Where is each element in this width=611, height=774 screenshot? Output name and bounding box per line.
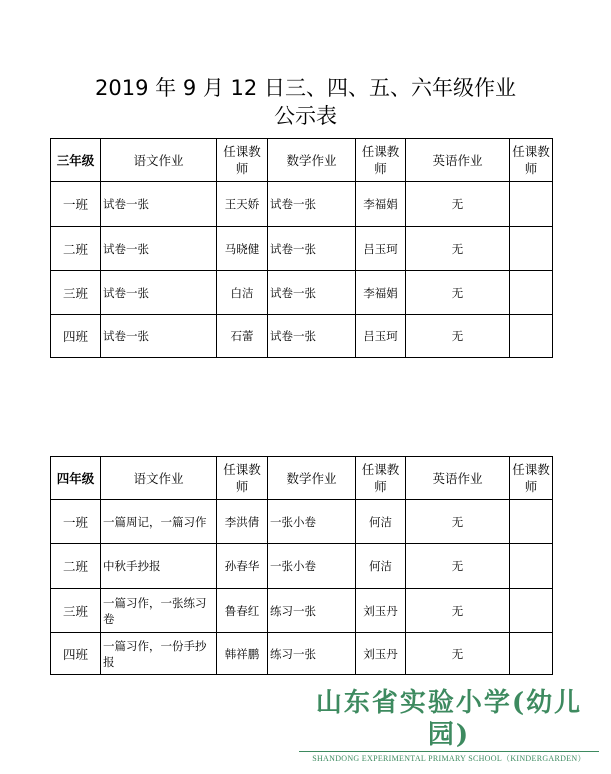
class-name-cell: 四班 [51,633,101,675]
page-title [0,74,611,130]
math-teacher-cell: 李福娟 [356,271,406,315]
chinese-teacher-cell: 石蕾 [217,315,268,358]
table-row [51,500,553,544]
chinese-homework-cell: 一篇习作，一张练习卷 [101,589,217,633]
math-teacher-cell: 吕玉珂 [356,227,406,271]
chinese-teacher-cell: 马晓健 [217,227,268,271]
math-homework-cell: 练习一张 [268,589,356,633]
chinese-teacher-cell: 孙春华 [217,544,268,589]
english-homework-cell: 无 [406,271,510,315]
header-math: 数学作业 [268,457,356,500]
header-teacher: 任课教师 [510,139,553,182]
english-teacher-cell [510,544,553,589]
class-name-cell: 一班 [51,182,101,227]
english-homework-cell: 无 [406,227,510,271]
class-name-cell: 三班 [51,589,101,633]
chinese-homework-cell: 一篇习作，一份手抄报 [101,633,217,675]
math-homework-cell: 试卷一张 [268,182,356,227]
math-teacher-cell: 刘玉丹 [356,589,406,633]
chinese-homework-cell: 试卷一张 [101,271,217,315]
table-row [51,271,553,315]
chinese-teacher-cell: 王天娇 [217,182,268,227]
english-teacher-cell [510,633,553,675]
table-header-row [51,139,553,182]
math-homework-cell: 试卷一张 [268,271,356,315]
english-teacher-cell [510,589,553,633]
math-homework-cell: 练习一张 [268,633,356,675]
grade-label: 三年级 [51,139,101,182]
school-logo [299,687,599,764]
table-row [51,633,553,675]
header-teacher: 任课教师 [356,457,406,500]
logo-english-name: SHANDONG EXPERIMENTAL PRIMARY SCHOOL（KINDERGARDEN） [299,751,599,764]
chinese-teacher-cell: 韩祥鹏 [217,633,268,675]
english-teacher-cell [510,271,553,315]
table-header-row [51,457,553,500]
header-chinese: 语文作业 [101,139,217,182]
logo-chinese-name: 山东省实验小学(幼儿园) [315,688,583,750]
math-homework-cell: 试卷一张 [268,227,356,271]
english-homework-cell: 无 [406,589,510,633]
grade-label: 四年级 [51,457,101,500]
chinese-homework-cell: 中秋手抄报 [101,544,217,589]
english-teacher-cell [510,227,553,271]
english-homework-cell: 无 [406,182,510,227]
chinese-homework-cell: 试卷一张 [101,227,217,271]
chinese-teacher-cell: 鲁春红 [217,589,268,633]
math-homework-cell: 一张小卷 [268,500,356,544]
grade-4-homework-table [50,456,553,675]
table-row [51,227,553,271]
chinese-teacher-cell: 李洪倩 [217,500,268,544]
table-row [51,315,553,358]
class-name-cell: 一班 [51,500,101,544]
english-homework-cell: 无 [406,500,510,544]
header-teacher: 任课教师 [217,457,268,500]
header-english: 英语作业 [406,457,510,500]
table-row [51,544,553,589]
header-teacher: 任课教师 [356,139,406,182]
title-line-1: 2019 年 9 月 12 日三、四、五、六年级作业 [95,76,516,100]
chinese-teacher-cell: 白洁 [217,271,268,315]
english-teacher-cell [510,315,553,358]
header-teacher: 任课教师 [217,139,268,182]
table-row [51,589,553,633]
math-teacher-cell: 吕玉珂 [356,315,406,358]
header-math: 数学作业 [268,139,356,182]
class-name-cell: 二班 [51,227,101,271]
grade-3-homework-table [50,138,553,358]
english-homework-cell: 无 [406,544,510,589]
header-chinese: 语文作业 [101,457,217,500]
header-teacher: 任课教师 [510,457,553,500]
math-teacher-cell: 李福娟 [356,182,406,227]
math-homework-cell: 一张小卷 [268,544,356,589]
english-teacher-cell [510,182,553,227]
math-teacher-cell: 何洁 [356,500,406,544]
table-row [51,182,553,227]
math-homework-cell: 试卷一张 [268,315,356,358]
english-teacher-cell [510,500,553,544]
math-teacher-cell: 刘玉丹 [356,633,406,675]
chinese-homework-cell: 试卷一张 [101,182,217,227]
class-name-cell: 二班 [51,544,101,589]
chinese-homework-cell: 试卷一张 [101,315,217,358]
english-homework-cell: 无 [406,315,510,358]
math-teacher-cell: 何洁 [356,544,406,589]
header-english: 英语作业 [406,139,510,182]
english-homework-cell: 无 [406,633,510,675]
class-name-cell: 四班 [51,315,101,358]
class-name-cell: 三班 [51,271,101,315]
chinese-homework-cell: 一篇周记，一篇习作 [101,500,217,544]
title-line-2: 公示表 [274,104,337,128]
